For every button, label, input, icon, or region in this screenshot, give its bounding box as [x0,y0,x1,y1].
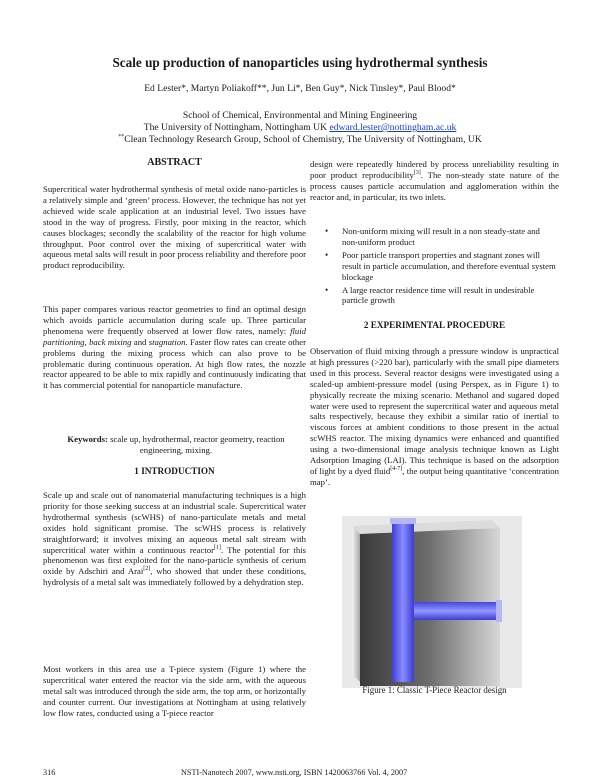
section-heading-introduction: 1 INTRODUCTION [134,466,215,476]
body-paragraph: Most workers in this area use a T-piece system (Figure 1) where the supercritical water entered the reactor via the side arm, with the aqueous metal salt was introduced through the side arm, the top arm, or horizontally and counter current. Our investigations at Nottingham at using relatively low flow rates, conducted using a T-piece reactor [43,664,306,718]
list-item: • Poor particle transport properties and stagnant zones will result in particle accumulation, and therefore eventual system blockage [312,250,556,283]
reactor-vertical-channel [392,520,414,682]
affiliation-line: School of Chemical, Environmental and Mining Engineering [182,110,418,121]
publication-venue: NSTI-Nanotech 2007, www.nsti.org, ISBN 1420063766 Vol. 4, 2007 [181,768,408,777]
keywords-text: scale up, hydrothermal, reactor geometry, reaction engineering, mixing. [107,434,285,455]
body-paragraph: Observation of fluid mixing through a pressure window is unpractical at high pressures (>220 bar), particularly with the small pipe diameters used in this process. Several reactor designs were investigated using a scaled-up ambient-pressure model (using Perspex, as in Figure 1) to physically recreate the mixing scenario. Methanol and sugared doped water were used to represent the supercritical water and aqueous metal salts respectively, because they exhibit a similar ratio of inertial to viscous forces at ambient conditions to those present in the actual scWHS reactor. The mixing dynamics were enhanced and quantified using a two-dimensional image analysis technique known as Light Adsorption Imaging (LAI). This technique is based on the adsorption of light by a dyed fluid[4-7], the output being quantitative ‘concentration map’. [310,346,559,487]
keywords-label: Keywords: [67,434,108,444]
body-paragraph: Scale up and scale out of nanomaterial manufacturing techniques is a high priority for those seeking success at an industrial scale. Supercritical water hydrothermal synthesis (scWHS) of nano-particulate metals and metal oxides hold significant promise. The scWHS process is relatively straightforward; it involves mixing an aqueous metal salt stream with supercritical water within a continuous reactor[1]. The potential for this phenomenon was first exploited for the nano-particle synthesis of cerium oxide by Adschiri and Arai[2], who showed that under these conditions, hydrolysis of a metal salt was immediately followed by a dehydration step. [43,490,306,588]
t-piece-reactor-figure [342,516,522,688]
reactor-side-arm [414,602,500,620]
section-heading-experimental: 2 EXPERIMENTAL PROCEDURE [363,320,506,330]
bullet-list [312,226,556,308]
channel-side-inlet [496,600,502,622]
author-email-link[interactable]: edward.lester@nottingham.ac.uk [329,122,457,133]
author-list: Ed Lester*, Martyn Poliakoff**, Jun Li*, Ben Guy*, Nick Tinsley*, Paul Blood* [144,83,456,94]
block-side-face [352,526,360,682]
list-item: • Non-uniform mixing will result in a non steady-state and non-uniform product [312,226,556,248]
figure-caption: Figure 1: Classic T-Piece Reactor design [362,685,507,695]
affiliation-text: Clean Technology Research Group, School of Chemistry, The University of Nottingham, UK [124,134,482,145]
affiliation-line [0,122,600,134]
list-item: • A large reactor residence time will result in undesirable particle growth [312,285,556,307]
abstract-paragraph: Supercritical water hydrothermal synthesis of metal oxide nano-particles is a relatively simple and ‘green’ process. However, the technique has not yet achieved wide scale application at an industrial level. Two issues have stood in the way of progress. Firstly, poor mixing in the reactor, which causes blockages; secondly the scalability of the reactor for high volume throughput. Poor control over the mixing of supercritical water with aqueous metal salts will result in poor process reliability and therefore poor product reproducibility. [43,184,306,271]
affiliation-text: The University of Nottingham, Nottingham UK [143,122,330,133]
body-paragraph: design were repeatedly hindered by process unreliability resulting in poor product reproducibility[3]. The non-steady state nature of the process causes particle accumulation and agglomeration within the reactor and, in particular, its two inlets. [310,159,559,202]
abstract-paragraph: This paper compares various reactor geometries to find an optimal design which avoids particle accumulation during scale up. Three particular phenomena were frequently observed at lower flow rates, namely: fluid partitioning, back mixing and stagnation. Faster flow rates can create other problems during the mixing process which can also prove to be problematic during continuous operation. At high flow rates, the nozzle reactor appeared to be able to mix rapidly and continuously indicating that it has commercial potential for nanoparticle manufacture. [43,304,307,391]
paper-title: Scale up production of nanoparticles using hydrothermal synthesis [112,55,488,70]
keywords [60,434,292,456]
page-number: 316 [43,768,56,777]
affiliation-line [0,134,600,146]
channel-top-inlet [390,518,416,524]
abstract-heading: ABSTRACT [147,157,202,168]
affiliation-mark: ** [118,133,125,140]
